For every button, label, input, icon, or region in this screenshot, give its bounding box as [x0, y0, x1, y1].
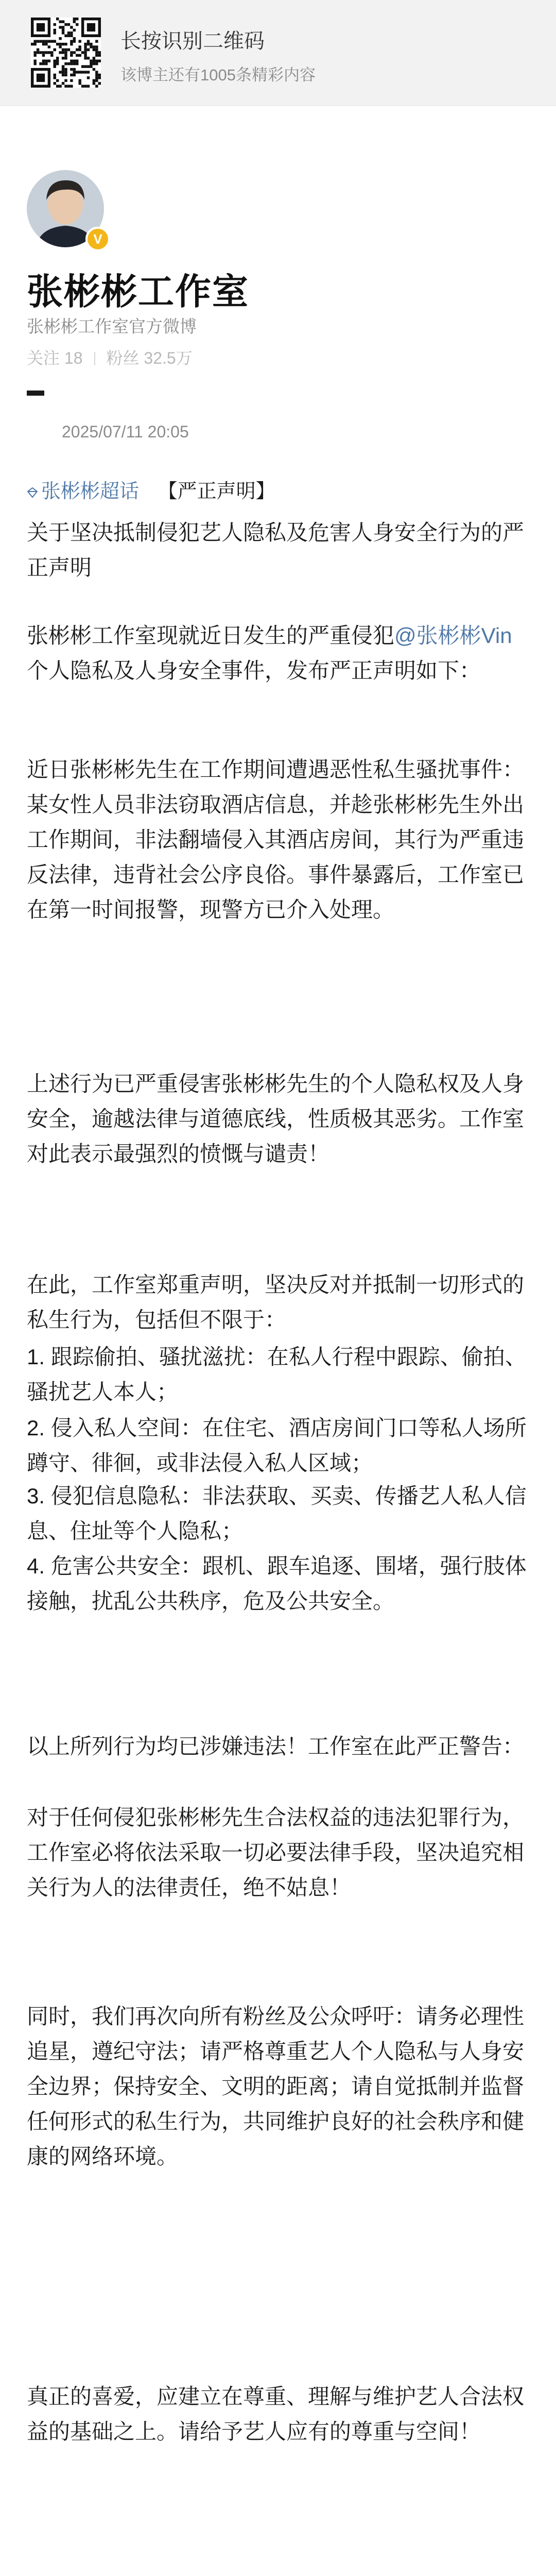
post-paragraph: 真正的喜爱，应建立在尊重、理解与维护艺人合法权益的基础之上。请给予艺人应有的尊重与空间！	[27, 2384, 525, 2444]
post-paragraph: 关于坚决抵制侵犯艺人隐私及危害人身安全行为的严正声明	[27, 520, 525, 580]
super-topic-label: 张彬彬超话	[41, 481, 140, 502]
post-list-item: 2. 侵入私人空间：在住宅、酒店房间门口等私人场所蹲守、徘徊，或非法侵入私人区域；	[27, 1416, 527, 1475]
mention-before: 张彬彬工作室现就近日发生的严重侵犯	[27, 623, 395, 648]
following-count: 18	[64, 349, 83, 367]
post-list-item: 4. 危害公共安全：跟机、跟车追逐、围堵，强行肢体接触，扰乱公共秩序，危及公共安全。	[27, 1554, 527, 1613]
post-paragraph: 同时，我们再次向所有粉丝及公众呼吁：请务必理性追星，遵纪守法；请严格尊重艺人个人隐私与人身安全边界；保持安全、文明的距离；请自觉抵制并监督任何形式的私生行为，共同维护良好的社会秩序和健康的网络环境。	[27, 2004, 525, 2168]
profile-stats	[27, 345, 193, 369]
following-label: 关注	[27, 349, 60, 367]
post-paragraph: 近日张彬彬先生在工作期间遭遇恶性私生骚扰事件：某女性人员非法窃取酒店信息，并趁张彬彬先生外出工作期间，非法翻墙侵入其酒店房间，其行为严重违反法律，违背社会公序良俗。事件暴露后，工作室已在第一时间报警，现警方已介入处理。	[27, 757, 525, 922]
post-tag: 【严正声明】	[158, 481, 275, 502]
followers-count: 32.5万	[144, 349, 193, 367]
qr-code-icon[interactable]	[31, 18, 101, 88]
post-list-item: 1. 跟踪偷拍、骚扰滋扰：在私人行程中跟踪、偷拍、骚扰艺人本人；	[27, 1345, 527, 1404]
super-topic-diamond-icon	[27, 487, 38, 498]
post-paragraph: 以上所列行为均已涉嫌违法！工作室在此严正警告：	[27, 1734, 525, 1758]
post-paragraph-with-mention	[27, 618, 531, 688]
post-paragraph: 在此，工作室郑重声明，坚决反对并抵制一切形式的私生行为，包括但不限于：	[27, 1273, 525, 1332]
post-date: 2025/07/11 20:05	[62, 422, 189, 441]
verified-badge-icon: V	[85, 227, 110, 251]
topic-line	[27, 475, 275, 503]
qr-banner[interactable]	[0, 0, 556, 106]
post-paragraph: 上述行为已严重侵害张彬彬先生的个人隐私权及人身安全，逾越法律与道德底线，性质极其恶劣。工作室对此表示最强烈的愤慨与谴责！	[27, 1072, 525, 1166]
mention-link[interactable]: @张彬彬Vin	[394, 623, 512, 648]
section-divider	[27, 391, 44, 396]
super-topic-link[interactable]	[27, 481, 145, 502]
banner-title: 长按识别二维码	[120, 30, 265, 53]
banner-subtitle: 该博主还有1005条精彩内容	[120, 66, 316, 84]
stats-divider	[94, 352, 95, 365]
profile-name[interactable]: 张彬彬工作室	[27, 272, 249, 312]
mention-after: 个人隐私及人身安全事件，发布严正声明如下：	[27, 658, 481, 683]
post-paragraph: 对于任何侵犯张彬彬先生合法权益的违法犯罪行为，工作室必将依法采取一切必要法律手段，坚决追究相关行为人的法律责任，绝不姑息！	[27, 1805, 525, 1900]
post-list-item: 3. 侵犯信息隐私：非法获取、买卖、传播艺人私人信息、住址等个人隐私；	[27, 1484, 527, 1543]
followers-label: 粉丝	[106, 349, 140, 367]
profile-bio: 张彬彬工作室官方微博	[27, 317, 197, 336]
